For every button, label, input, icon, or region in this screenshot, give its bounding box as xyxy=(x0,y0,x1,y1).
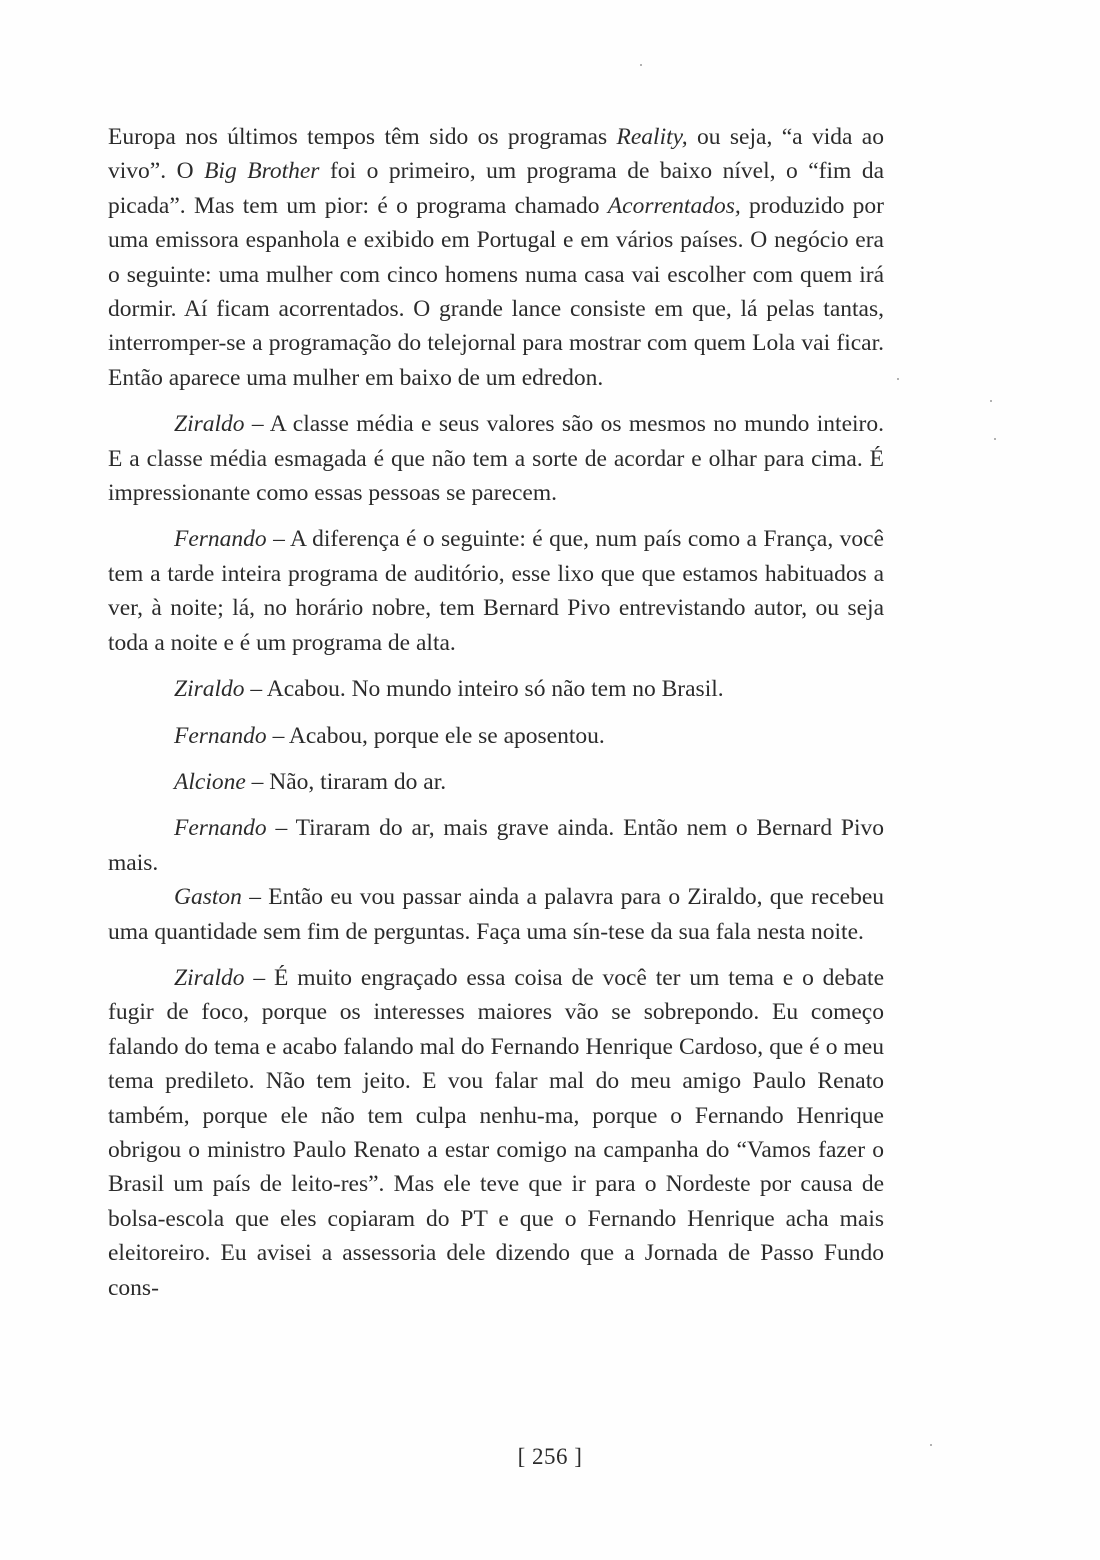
speech-text: Não, tiraram do ar. xyxy=(269,768,447,795)
intro-text-2: ou seja, “a vida ao vivo”. O xyxy=(108,124,884,185)
body-text xyxy=(108,120,884,1317)
speech-text: A classe média e seus valores são os mesmos no mundo inteiro. E a classe média esmagada é que não tem a sorte de acordar e olhar para cima. É impressionante como essas pessoas se parecem. xyxy=(108,411,884,507)
speaker-name: Ziraldo xyxy=(174,411,245,438)
speaker-name: Alcione xyxy=(174,768,246,795)
dialogue-paragraph xyxy=(108,407,884,510)
intro-text-4: produzido por uma emissora espanhola e exibido em Portugal e em vários países. O negócio era o seguinte: uma mulher com cinco homens numa casa vai escolher com quem irá dormir. Aí ficam acorrentados. O grande lance consiste em que, lá pelas tantas, interromper-se a programação do telejornal para mostrar com quem Lola vai ficar. Então aparece uma mulher em baixo de um edredon. xyxy=(108,192,884,391)
title-big-brother: Big Brother xyxy=(204,158,320,185)
scan-speck xyxy=(897,378,899,380)
speaker-name: Gaston xyxy=(174,884,242,911)
intro-paragraph xyxy=(108,120,884,395)
speaker-separator: – xyxy=(245,768,270,795)
dialogue-paragraph xyxy=(108,961,884,1305)
intro-text-1: Europa nos últimos tempos têm sido os programas xyxy=(108,124,617,150)
speaker-separator: – xyxy=(241,884,269,911)
speaker-separator: – xyxy=(266,815,296,842)
title-reality: Reality, xyxy=(616,124,688,150)
speaker-separator: – xyxy=(244,676,267,703)
dialogue-paragraph xyxy=(108,765,884,799)
speaker-separator: – xyxy=(266,526,291,553)
speech-text: É muito engraçado essa coisa de você ter um tema e o debate fugir de foco, porque os interesses maiores vão se sobrepondo. Eu começo falando do tema e acabo falando mal do Fernando Henrique Cardoso, que é o meu tema predileto. Não tem jeito. E vou falar mal do meu amigo Paulo Renato também, porque ele não tem culpa nenhu-ma, porque o Fernando Henrique obrigou o ministro Paulo Renato a estar comigo na campanha do “Vamos fazer o Brasil um país de leito-res”. Mas ele teve que ir para o Nordeste por causa de bolsa-escola que eles copiaram do PT e que o Fernando Henrique acha mais eleitoreiro. Eu avisei a assessoria dele dizendo que a Jornada de Passo Fundo cons- xyxy=(108,964,885,1301)
speech-text: Então eu vou passar ainda a palavra para o Ziraldo, que recebeu uma quantidade sem fim de perguntas. Faça uma sín-tese da sua fala nesta noite. xyxy=(108,884,885,945)
dialogue-paragraph xyxy=(108,880,884,949)
speaker-separator: – xyxy=(266,722,289,749)
speaker-separator: – xyxy=(244,411,270,438)
intro-text-3: foi o primeiro, um programa de baixo nível, o “fim da picada”. Mas tem um pior: é o programa chamado xyxy=(108,158,884,219)
speech-text: Acabou, porque ele se aposentou. xyxy=(288,722,605,749)
dialogue-paragraph xyxy=(108,672,884,706)
speaker-separator: – xyxy=(244,964,274,991)
speaker-name: Ziraldo xyxy=(174,964,245,991)
scan-speck xyxy=(640,64,642,66)
scan-speck xyxy=(930,1444,932,1446)
speaker-name: Fernando xyxy=(174,815,267,842)
dialogue-paragraph xyxy=(108,811,884,880)
dialogue-paragraph xyxy=(108,719,884,753)
speech-text: Tiraram do ar, mais grave ainda. Então nem o Bernard Pivo mais. xyxy=(108,815,884,876)
speech-text: Acabou. No mundo inteiro só não tem no Brasil. xyxy=(266,676,724,703)
speaker-name: Fernando xyxy=(174,526,267,553)
scan-speck xyxy=(994,438,996,440)
speaker-name: Fernando xyxy=(174,722,267,749)
dialogue-paragraph xyxy=(108,522,884,660)
title-acorrentados: Acorrentados, xyxy=(607,192,741,219)
speech-text: A diferença é o seguinte: é que, num país como a França, você tem a tarde inteira programa de auditório, esse lixo que que estamos habituados a ver, à noite; lá, no horário nobre, tem Bernard Pivo entrevistando autor, ou seja toda a noite e é um programa de alta. xyxy=(108,526,884,656)
page-number: [ 256 ] xyxy=(517,1444,583,1469)
scan-speck xyxy=(990,400,992,402)
speaker-name: Ziraldo xyxy=(174,676,245,703)
